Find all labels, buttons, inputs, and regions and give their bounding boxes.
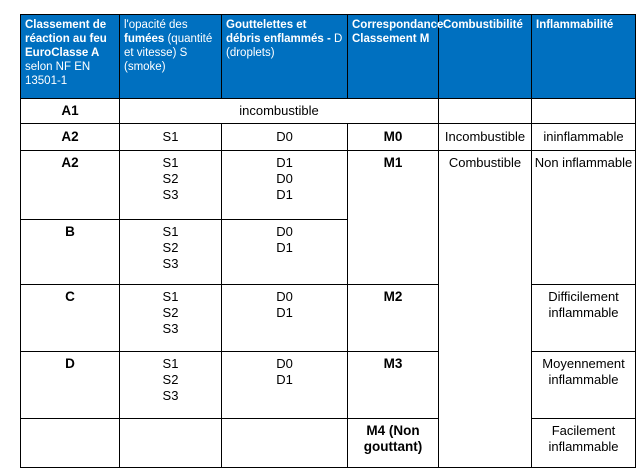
fire-classification-table [20, 14, 636, 468]
droplets-cell [222, 419, 348, 468]
m-class-cell: M3 [348, 352, 439, 419]
smoke-cell [120, 419, 222, 468]
merged-cell: incombustible [120, 99, 439, 124]
flammability-cell [532, 99, 636, 124]
m-class-cell: M1 [348, 151, 439, 285]
combustibility-cell: Combustible [439, 151, 532, 468]
flammability-cell: Difficilement inflammable [532, 285, 636, 352]
droplets-cell: D0 D1 [222, 285, 348, 352]
table-row [21, 352, 636, 419]
euroclass-cell: A2 [21, 151, 120, 220]
table-row [21, 99, 636, 124]
euroclass-cell: D [21, 352, 120, 419]
droplets-cell: D0 [222, 124, 348, 151]
m-class-cell: M2 [348, 285, 439, 352]
header-flammability: Inflammabilité [532, 15, 636, 99]
header-droplets: Gouttelettes et débris enflammés - D (droplets) [222, 15, 348, 99]
euroclass-cell: A2 [21, 124, 120, 151]
smoke-cell: S1 S2 S3 [120, 220, 222, 285]
header-combustibility: Combustibilité [439, 15, 532, 99]
table-row [21, 124, 636, 151]
header-m-class: Correspondance Classement M [348, 15, 439, 99]
flammability-cell: Facilement inflammable [532, 419, 636, 468]
euroclass-cell: B [21, 220, 120, 285]
smoke-cell: S1 S2 S3 [120, 285, 222, 352]
droplets-cell: D0 D1 [222, 220, 348, 285]
euroclass-cell [21, 419, 120, 468]
euroclass-cell: A1 [21, 99, 120, 124]
header-smoke: l'opacité des fumées (quantité et vitesse) S (smoke) [120, 15, 222, 99]
header-euroclass: Classement de réaction au feu EuroClasse A selon NF EN 13501-1 [21, 15, 120, 99]
combustibility-cell [439, 99, 532, 124]
table-row [21, 419, 636, 468]
header-row [21, 15, 636, 99]
combustibility-cell: Incombustible [439, 124, 532, 151]
smoke-cell: S1 S2 S3 [120, 151, 222, 220]
m-class-cell: M0 [348, 124, 439, 151]
smoke-cell: S1 S2 S3 [120, 352, 222, 419]
m-class-cell: M4 (Non gouttant) [348, 419, 439, 468]
euroclass-cell: C [21, 285, 120, 352]
droplets-cell: D1 D0 D1 [222, 151, 348, 220]
droplets-cell: D0 D1 [222, 352, 348, 419]
table-row [21, 151, 636, 220]
flammability-cell: ininflammable [532, 124, 636, 151]
smoke-cell: S1 [120, 124, 222, 151]
table-row [21, 285, 636, 352]
flammability-cell: Non inflammable [532, 151, 636, 285]
flammability-cell: Moyennement inflammable [532, 352, 636, 419]
